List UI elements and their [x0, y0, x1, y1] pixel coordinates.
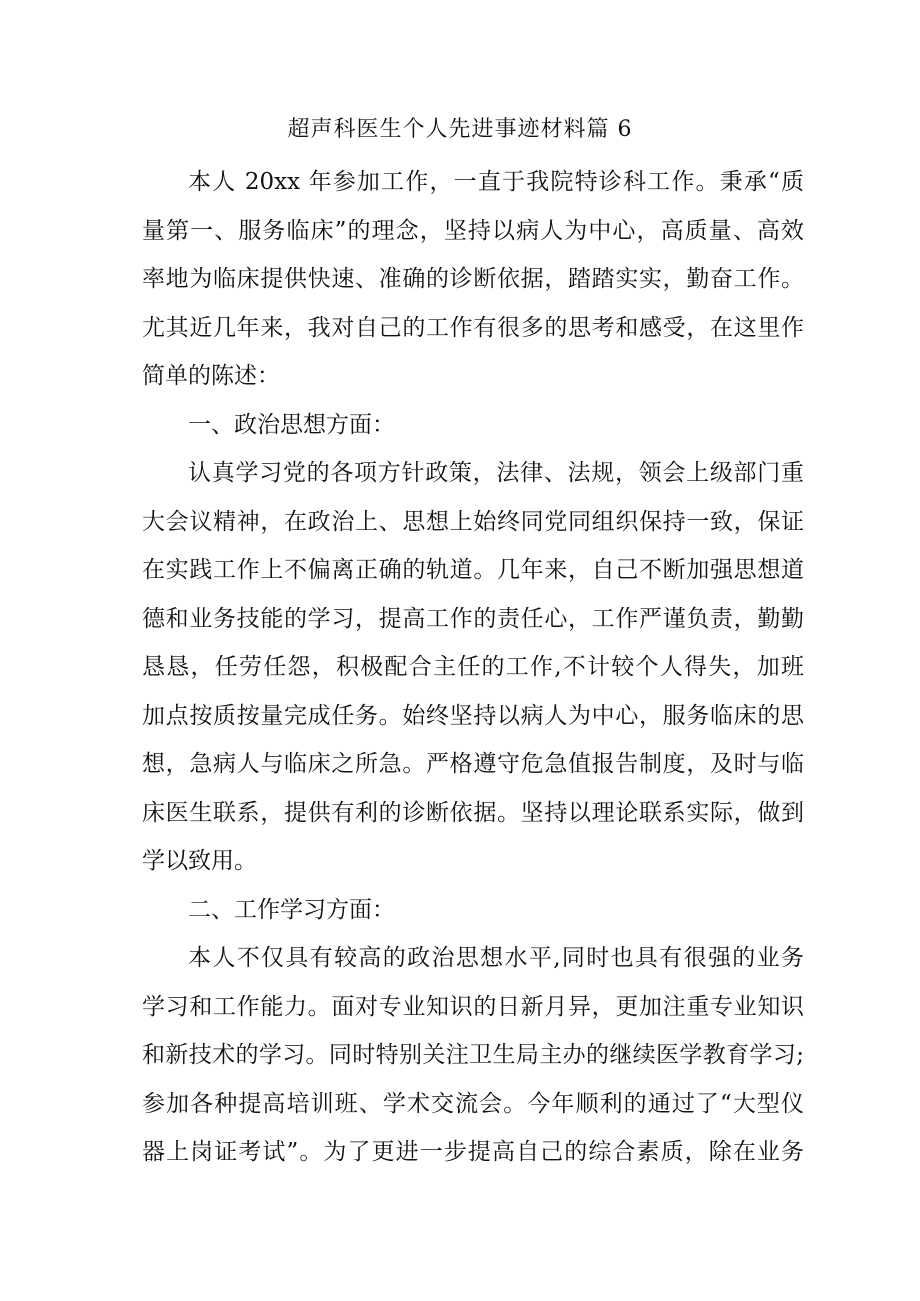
body-text-line: 学习和工作能力。面对专业知识的日新月异，更加注重专业知识: [142, 994, 804, 1020]
body-text-line: 器上岗证考试”。为了更进一步提高自己的综合素质，除在业务: [142, 1139, 804, 1165]
body-text-line: 和新技术的学习。同时特别关注卫生局主办的继续医学教育学习;: [142, 1042, 804, 1068]
body-text-line: 大会议精神，在政治上、思想上始终同党同组织保持一致，保证: [142, 509, 804, 535]
body-text-line: 率地为临床提供快速、准确的诊断依据，踏踏实实，勤奋工作。: [142, 266, 804, 292]
body-text-line: 认真学习党的各项方针政策，法律、法规，领会上级部门重: [188, 460, 804, 486]
body-text-line: 在实践工作上不偏离正确的轨道。几年来，自己不断加强思想道: [142, 557, 804, 583]
body-text-line: 量第一、服务临床”的理念，坚持以病人为中心，高质量、高效: [142, 218, 804, 244]
body-text-line: 二、工作学习方面：: [188, 897, 395, 923]
body-text-line: 一、政治思想方面：: [188, 412, 395, 438]
body-text-line: 本人不仅具有较高的政治思想水平,同时也具有很强的业务: [188, 945, 804, 971]
body-text-line: 德和业务技能的学习，提高工作的责任心，工作严谨负责，勤勤: [142, 606, 804, 632]
body-text-line: 参加各种提高培训班、学术交流会。今年顺利的通过了“大型仪: [142, 1091, 804, 1117]
body-text-line: 床医生联系，提供有利的诊断依据。坚持以理论联系实际，做到: [142, 800, 804, 826]
body-text-line: 加点按质按量完成任务。始终坚持以病人为中心，服务临床的思: [142, 703, 804, 729]
body-text-line: 恳恳，任劳任怨，积极配合主任的工作,不计较个人得失，加班: [142, 654, 804, 680]
body-text-line: 尤其近几年来，我对自己的工作有很多的思考和感受，在这里作: [142, 315, 804, 341]
body-text-line: 简单的陈述：: [142, 363, 280, 389]
body-text-line: 想，急病人与临床之所急。严格遵守危急值报告制度，及时与临: [142, 751, 804, 777]
document-title: 超声科医生个人先进事迹材料篇 6: [287, 117, 633, 142]
body-text-line: 学以致用。: [142, 848, 257, 874]
body-text-line: 本人 20xx 年参加工作，一直于我院特诊科工作。秉承“质: [188, 169, 804, 195]
